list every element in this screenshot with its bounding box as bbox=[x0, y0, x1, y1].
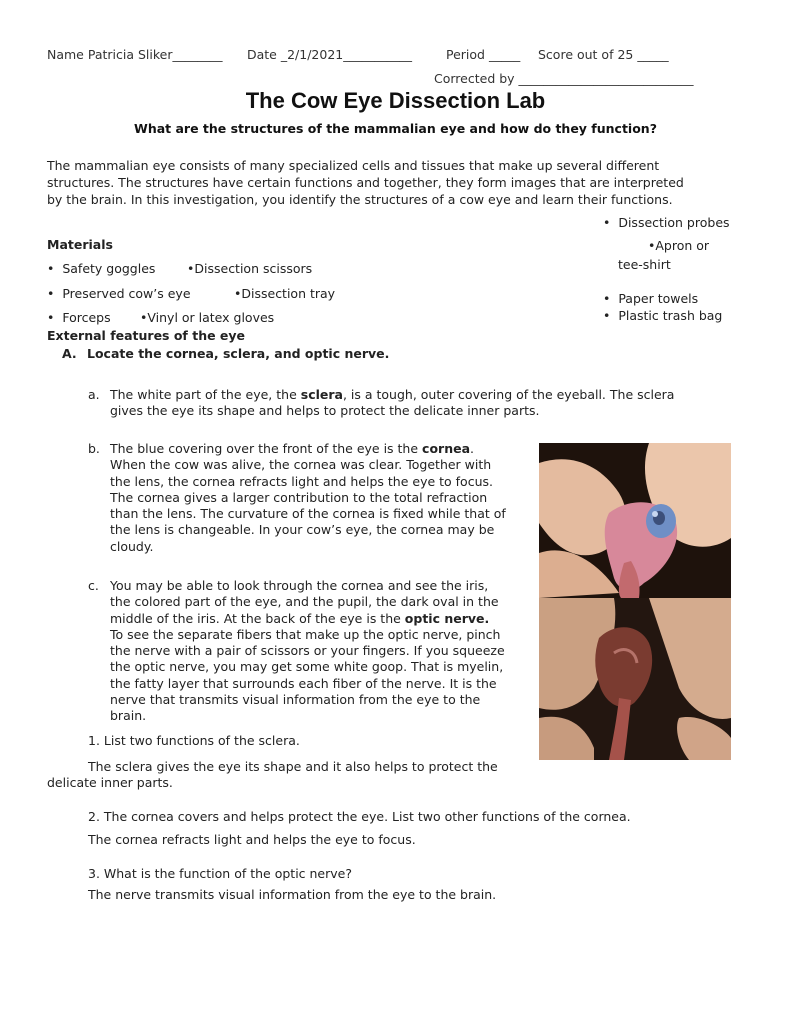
text-span: , is a tough, outer covering of the eyeball. The sclera bbox=[342, 387, 675, 402]
item-b-line: the lens, the cornea refracts light and helps the eye to focus. bbox=[110, 473, 493, 489]
materials-item bbox=[648, 238, 709, 253]
item-c-line: You may be able to look through the cornea and see the iris, bbox=[110, 578, 489, 593]
item-c-line: the nerve with a pair of scissors or your fingers. If you squeeze bbox=[110, 643, 505, 659]
item-b-line bbox=[110, 441, 530, 457]
term-sclera: sclera bbox=[300, 387, 343, 402]
photo-eye-cornea bbox=[539, 443, 731, 598]
materials-item bbox=[47, 286, 191, 301]
materials-item-label: Apron or bbox=[655, 238, 710, 253]
materials-item bbox=[603, 215, 730, 230]
bullet-icon: • bbox=[603, 308, 619, 323]
item-c-line bbox=[110, 611, 530, 627]
bullet-icon: • bbox=[648, 238, 656, 253]
intro-line: The mammalian eye consists of many specialized cells and tissues that make up several different bbox=[47, 158, 660, 173]
page-subtitle: What are the structures of the mammalian eye and how do they function? bbox=[134, 121, 657, 136]
photo-optic-nerve bbox=[539, 598, 731, 760]
question-1: 1. List two functions of the sclera. bbox=[88, 733, 300, 748]
item-a-line: gives the eye its shape and helps to protect the delicate inner parts. bbox=[110, 403, 540, 419]
materials-item bbox=[234, 286, 335, 301]
item-c-line: nerve that transmits visual information from the eye to the bbox=[110, 692, 481, 708]
question-2: 2. The cornea covers and helps protect the eye. List two other functions of the cornea. bbox=[88, 809, 631, 824]
materials-item-label: Dissection tray bbox=[241, 286, 336, 301]
intro-line: structures. The structures have certain functions and together, they form images that are interpreted bbox=[47, 175, 684, 190]
answer-3: The nerve transmits visual information from the eye to the brain. bbox=[88, 887, 497, 902]
materials-item-label: Preserved cow’s eye bbox=[62, 286, 191, 301]
text-span: The blue covering over the front of the eye is the bbox=[110, 441, 423, 456]
term-cornea: cornea bbox=[422, 441, 471, 456]
item-a-marker: a. bbox=[88, 387, 100, 402]
answer-2: The cornea refracts light and helps the eye to focus. bbox=[88, 832, 416, 847]
score-field: Score out of 25 _____ bbox=[538, 47, 669, 62]
materials-item-label: Safety goggles bbox=[62, 261, 156, 276]
item-c-line: brain. bbox=[110, 708, 147, 724]
item-c-line: the fatty layer that surrounds each fiber of the nerve. It is the bbox=[110, 675, 497, 691]
bullet-icon: • bbox=[603, 215, 619, 230]
corrected-by-field: Corrected by ____________________________ bbox=[434, 71, 694, 86]
bullet-icon: • bbox=[47, 261, 63, 276]
photo-optic-nerve-art bbox=[539, 598, 731, 760]
item-b-line: the lens is changeable. In your cow’s eye, the cornea may be bbox=[110, 522, 495, 538]
item-a-text bbox=[110, 387, 730, 420]
materials-item bbox=[140, 310, 274, 325]
bullet-icon: • bbox=[187, 261, 195, 276]
page-title: The Cow Eye Dissection Lab bbox=[245, 88, 546, 113]
item-c-line: To see the separate fibers that make up the optic nerve, pinch bbox=[110, 626, 501, 642]
answer-1-line-2: delicate inner parts. bbox=[47, 775, 173, 790]
photo-eye-cornea-art bbox=[539, 443, 731, 598]
materials-item bbox=[603, 308, 722, 323]
period-field: Period _____ bbox=[446, 47, 521, 62]
item-b-line: cloudy. bbox=[110, 538, 154, 554]
materials-item bbox=[47, 261, 155, 276]
materials-item bbox=[47, 310, 111, 325]
term-optic-nerve: optic nerve. bbox=[404, 610, 490, 626]
item-c-text bbox=[110, 578, 530, 725]
text-span: middle of the iris. At the back of the eye is the bbox=[110, 610, 405, 626]
item-b-line: than the lens. The curvature of the cornea is fixed while that of bbox=[110, 506, 506, 522]
bullet-icon: • bbox=[47, 310, 63, 325]
item-b-text bbox=[110, 441, 530, 555]
bullet-icon: • bbox=[234, 286, 242, 301]
bullet-icon: • bbox=[47, 286, 63, 301]
answer-1-line-1: The sclera gives the eye its shape and it also helps to protect the bbox=[88, 759, 498, 774]
materials-heading: Materials bbox=[47, 237, 113, 252]
bullet-icon: • bbox=[603, 291, 619, 306]
date-field: Date _2/1/2021___________ bbox=[247, 47, 412, 62]
materials-item-label: Plastic trash bag bbox=[618, 308, 723, 323]
materials-item-label: Dissection probes bbox=[618, 215, 730, 230]
section-a-marker: A. bbox=[62, 346, 77, 361]
materials-item bbox=[187, 261, 312, 276]
text-span: The white part of the eye, the bbox=[110, 387, 301, 402]
text-span: . bbox=[470, 441, 474, 456]
item-b-line: The cornea gives a larger contribution to the total refraction bbox=[110, 489, 488, 505]
item-b-line: When the cow was alive, the cornea was clear. Together with bbox=[110, 457, 492, 473]
materials-item-label: Forceps bbox=[62, 310, 111, 325]
item-b-marker: b. bbox=[88, 441, 100, 456]
item-a-line bbox=[110, 387, 730, 403]
question-3: 3. What is the function of the optic nerve? bbox=[88, 866, 352, 881]
materials-item-label: Paper towels bbox=[618, 291, 699, 306]
section-a-heading: Locate the cornea, sclera, and optic nerve. bbox=[87, 346, 390, 361]
materials-item bbox=[603, 291, 698, 306]
intro-paragraph bbox=[47, 157, 717, 208]
item-c-line: the colored part of the eye, and the pupil, the dark oval in the bbox=[110, 594, 499, 610]
item-c-line: the optic nerve, you may get some white goop. That is myelin, bbox=[110, 659, 504, 675]
name-field: Name Patricia Sliker________ bbox=[47, 47, 223, 62]
item-c-marker: c. bbox=[88, 578, 99, 593]
materials-item-continued: tee-shirt bbox=[618, 257, 671, 272]
materials-item-label: Vinyl or latex gloves bbox=[147, 310, 275, 325]
materials-item-label: Dissection scissors bbox=[194, 261, 313, 276]
section-heading: External features of the eye bbox=[47, 328, 246, 343]
intro-line: by the brain. In this investigation, you identify the structures of a cow eye and learn their functions. bbox=[47, 192, 673, 207]
bullet-icon: • bbox=[140, 310, 148, 325]
